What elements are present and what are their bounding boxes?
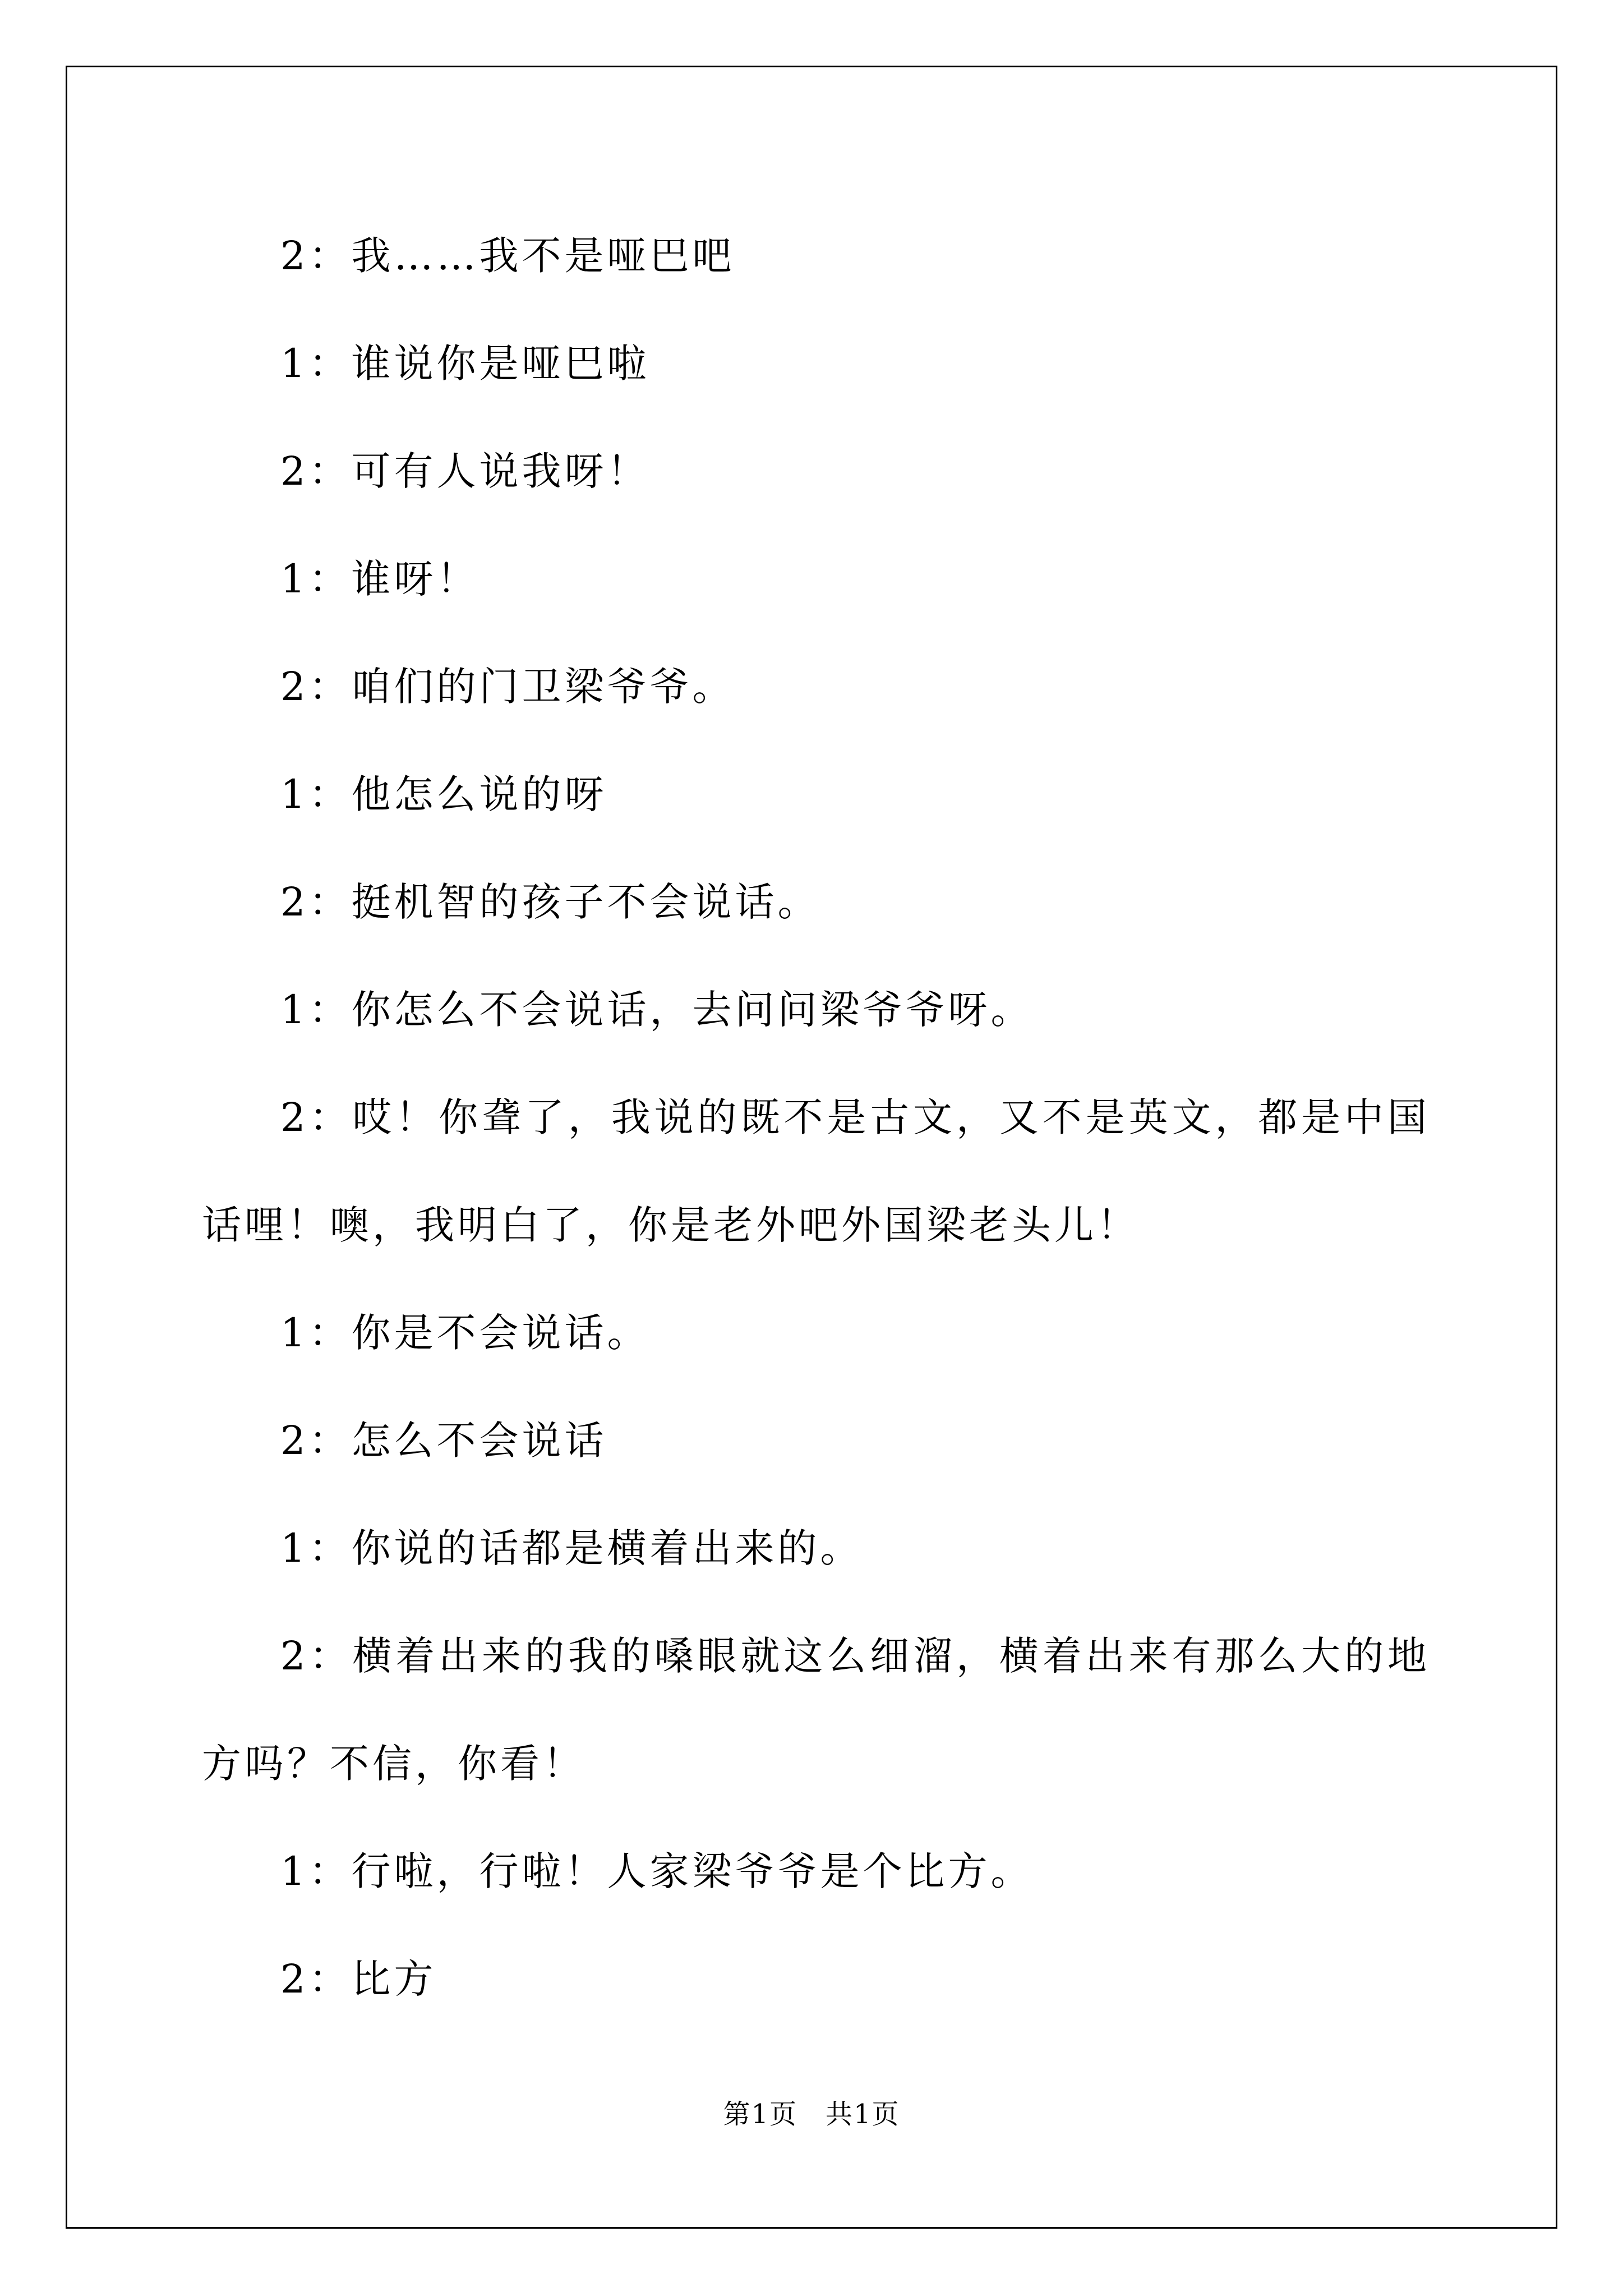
page-number-footer: 第1页 共1页 bbox=[723, 2099, 900, 2130]
dialogue-line: 2：咱们的门卫梁爷爷。 bbox=[280, 664, 735, 710]
dialogue-line: 1：你说的话都是横着出来的。 bbox=[280, 1525, 863, 1571]
dialogue-line: 2：可有人说我呀！ bbox=[280, 448, 650, 494]
dialogue-line: 2：挺机智的孩子不会说话。 bbox=[280, 879, 820, 925]
dialogue-line: 1：他怎么说的呀 bbox=[280, 771, 607, 817]
dialogue-line: 1：你是不会说话。 bbox=[280, 1310, 650, 1356]
dialogue-line: 1：行啦，行啦！人家梁爷爷是个比方。 bbox=[280, 1848, 1034, 1894]
dialogue-line: 2：我……我不是哑巴吧 bbox=[280, 233, 735, 279]
dialogue-line: 2：哎！你聋了，我说的既不是古文，又不是英文，都是中国话哩！噢，我明白了，你是老外吧外国梁老头儿！ bbox=[202, 1094, 1430, 1248]
dialogue-line: 2：比方 bbox=[280, 1956, 437, 2002]
dialogue-line: 1：你怎么不会说话，去问问梁爷爷呀。 bbox=[280, 987, 1034, 1033]
dialogue-line: 1：谁呀！ bbox=[280, 556, 479, 602]
dialogue-line: 1：谁说你是哑巴啦 bbox=[280, 341, 650, 386]
dialogue-line: 2：怎么不会说话 bbox=[280, 1418, 607, 1464]
document-body bbox=[202, 202, 1430, 2033]
dialogue-line: 2：横着出来的我的嗓眼就这么细溜，横着出来有那么大的地方吗？不信，你看！ bbox=[202, 1633, 1430, 1787]
